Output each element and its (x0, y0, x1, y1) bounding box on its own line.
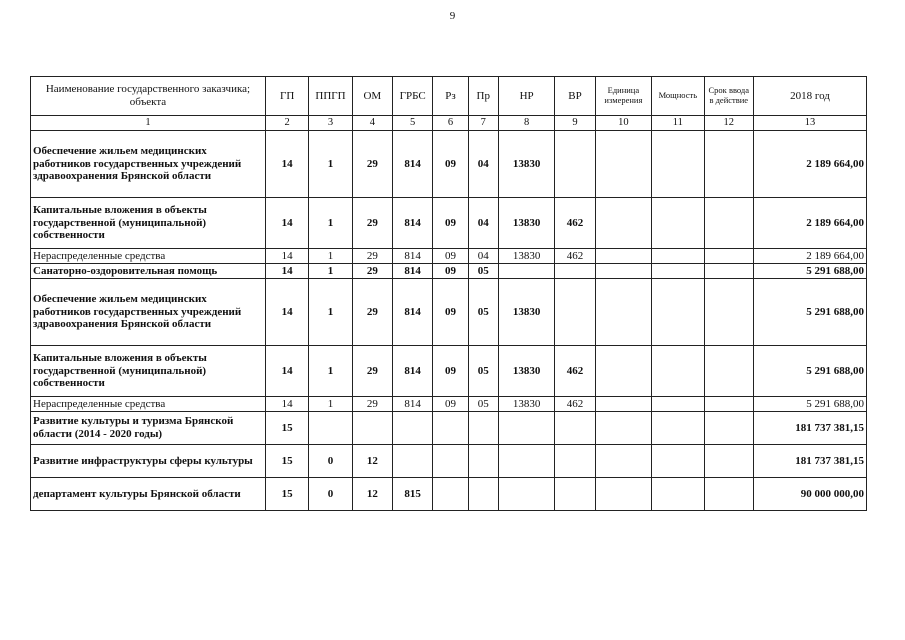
header-ppgp: ППГП (309, 77, 352, 116)
cell-pr: 04 (468, 198, 498, 249)
cell-term (704, 131, 753, 198)
col-number: 13 (753, 116, 866, 131)
cell-om (352, 412, 392, 445)
cell-vr (555, 478, 595, 511)
cell-om: 29 (352, 198, 392, 249)
header-unit: Единица измерения (595, 77, 651, 116)
row-name: Санаторно-оздоровительная помощь (31, 264, 266, 279)
cell-nr: 13830 (498, 397, 554, 412)
cell-ppgp: 0 (309, 445, 352, 478)
cell-power (652, 346, 704, 397)
cell-vr: 462 (555, 346, 595, 397)
cell-amount: 5 291 688,00 (753, 264, 866, 279)
cell-term (704, 445, 753, 478)
cell-pr: 04 (468, 131, 498, 198)
cell-nr: 13830 (498, 198, 554, 249)
row-name: Капитальные вложения в объекты государственной (муниципальной) собственности (31, 198, 266, 249)
cell-unit (595, 412, 651, 445)
cell-power (652, 478, 704, 511)
cell-unit (595, 445, 651, 478)
cell-pr: 05 (468, 346, 498, 397)
cell-om: 29 (352, 264, 392, 279)
header-rz: Рз (433, 77, 468, 116)
cell-nr (498, 445, 554, 478)
cell-power (652, 397, 704, 412)
cell-grbs: 814 (393, 249, 433, 264)
table-row (31, 198, 867, 249)
column-number-row (31, 116, 867, 131)
cell-vr: 462 (555, 249, 595, 264)
header-nr: НР (498, 77, 554, 116)
cell-grbs: 815 (393, 478, 433, 511)
cell-grbs: 814 (393, 131, 433, 198)
header-power: Мощность (652, 77, 704, 116)
row-name: Обеспечение жильем медицинских работников государственных учреждений здравоохранения Брянской области (31, 131, 266, 198)
cell-unit (595, 249, 651, 264)
cell-nr: 13830 (498, 279, 554, 346)
cell-ppgp: 1 (309, 198, 352, 249)
cell-pr: 05 (468, 264, 498, 279)
cell-ppgp: 1 (309, 249, 352, 264)
cell-term (704, 279, 753, 346)
cell-ppgp: 1 (309, 279, 352, 346)
cell-ppgp: 1 (309, 397, 352, 412)
cell-nr (498, 478, 554, 511)
cell-term (704, 198, 753, 249)
cell-grbs: 814 (393, 346, 433, 397)
header-name: Наименование государственного заказчика; объекта (31, 77, 266, 116)
cell-rz: 09 (433, 249, 468, 264)
table-row (31, 397, 867, 412)
cell-amount: 181 737 381,15 (753, 412, 866, 445)
row-name: Развитие инфраструктуры сферы культуры (31, 445, 266, 478)
cell-rz (433, 445, 468, 478)
cell-rz: 09 (433, 264, 468, 279)
header-row (31, 77, 867, 116)
col-number: 5 (393, 116, 433, 131)
cell-gp: 14 (265, 264, 308, 279)
row-name: Капитальные вложения в объекты государственной (муниципальной) собственности (31, 346, 266, 397)
cell-unit (595, 198, 651, 249)
header-vr: ВР (555, 77, 595, 116)
cell-unit (595, 264, 651, 279)
cell-ppgp: 1 (309, 131, 352, 198)
cell-nr (498, 264, 554, 279)
cell-vr (555, 131, 595, 198)
col-number: 1 (31, 116, 266, 131)
row-name: департамент культуры Брянской области (31, 478, 266, 511)
cell-nr (498, 412, 554, 445)
cell-om: 29 (352, 346, 392, 397)
cell-gp: 15 (265, 412, 308, 445)
col-number: 6 (433, 116, 468, 131)
cell-power (652, 279, 704, 346)
page-number: 9 (449, 10, 456, 22)
cell-rz: 09 (433, 346, 468, 397)
cell-unit (595, 279, 651, 346)
cell-amount: 2 189 664,00 (753, 249, 866, 264)
budget-table (30, 76, 867, 511)
cell-amount: 90 000 000,00 (753, 478, 866, 511)
cell-power (652, 445, 704, 478)
col-number: 10 (595, 116, 651, 131)
cell-rz: 09 (433, 131, 468, 198)
cell-ppgp: 1 (309, 346, 352, 397)
cell-power (652, 249, 704, 264)
cell-pr (468, 445, 498, 478)
cell-gp: 15 (265, 478, 308, 511)
cell-unit (595, 346, 651, 397)
cell-amount: 2 189 664,00 (753, 131, 866, 198)
cell-grbs: 814 (393, 279, 433, 346)
cell-om: 29 (352, 249, 392, 264)
table-row (31, 249, 867, 264)
cell-power (652, 131, 704, 198)
cell-om: 29 (352, 131, 392, 198)
cell-term (704, 397, 753, 412)
cell-rz: 09 (433, 279, 468, 346)
table-row (31, 445, 867, 478)
cell-vr: 462 (555, 198, 595, 249)
table-row (31, 131, 867, 198)
cell-ppgp: 0 (309, 478, 352, 511)
row-name: Нераспределенные средства (31, 249, 266, 264)
header-gp: ГП (265, 77, 308, 116)
cell-term (704, 478, 753, 511)
cell-grbs: 814 (393, 397, 433, 412)
cell-power (652, 412, 704, 445)
cell-nr: 13830 (498, 249, 554, 264)
cell-vr (555, 412, 595, 445)
cell-vr: 462 (555, 397, 595, 412)
cell-om: 29 (352, 279, 392, 346)
cell-term (704, 346, 753, 397)
cell-om: 12 (352, 478, 392, 511)
cell-term (704, 249, 753, 264)
cell-power (652, 198, 704, 249)
header-grbs: ГРБС (393, 77, 433, 116)
cell-gp: 14 (265, 131, 308, 198)
cell-ppgp: 1 (309, 264, 352, 279)
row-name: Обеспечение жильем медицинских работников государственных учреждений здравоохранения Брянской области (31, 279, 266, 346)
table-row (31, 412, 867, 445)
cell-grbs (393, 412, 433, 445)
cell-grbs (393, 445, 433, 478)
cell-unit (595, 131, 651, 198)
cell-power (652, 264, 704, 279)
cell-grbs: 814 (393, 198, 433, 249)
cell-amount: 2 189 664,00 (753, 198, 866, 249)
cell-pr: 04 (468, 249, 498, 264)
table-row (31, 346, 867, 397)
table-row (31, 279, 867, 346)
cell-amount: 5 291 688,00 (753, 397, 866, 412)
cell-grbs: 814 (393, 264, 433, 279)
col-number: 9 (555, 116, 595, 131)
cell-vr (555, 445, 595, 478)
cell-amount: 5 291 688,00 (753, 279, 866, 346)
cell-gp: 14 (265, 279, 308, 346)
row-name: Нераспределенные средства (31, 397, 266, 412)
cell-unit (595, 478, 651, 511)
row-name: Развитие культуры и туризма Брянской области (2014 - 2020 годы) (31, 412, 266, 445)
cell-rz: 09 (433, 198, 468, 249)
cell-rz: 09 (433, 397, 468, 412)
cell-pr: 05 (468, 397, 498, 412)
header-term: Срок ввода в действие (704, 77, 753, 116)
cell-vr (555, 264, 595, 279)
cell-term (704, 264, 753, 279)
col-number: 12 (704, 116, 753, 131)
table-row (31, 264, 867, 279)
cell-gp: 14 (265, 249, 308, 264)
col-number: 11 (652, 116, 704, 131)
cell-rz (433, 478, 468, 511)
header-pr: Пр (468, 77, 498, 116)
cell-nr: 13830 (498, 131, 554, 198)
cell-ppgp (309, 412, 352, 445)
cell-gp: 14 (265, 198, 308, 249)
header-om: ОМ (352, 77, 392, 116)
cell-gp: 14 (265, 346, 308, 397)
cell-rz (433, 412, 468, 445)
cell-pr (468, 412, 498, 445)
cell-amount: 181 737 381,15 (753, 445, 866, 478)
header-year: 2018 год (753, 77, 866, 116)
cell-om: 29 (352, 397, 392, 412)
cell-nr: 13830 (498, 346, 554, 397)
cell-vr (555, 279, 595, 346)
table-row (31, 478, 867, 511)
col-number: 7 (468, 116, 498, 131)
cell-gp: 14 (265, 397, 308, 412)
cell-pr: 05 (468, 279, 498, 346)
col-number: 8 (498, 116, 554, 131)
col-number: 3 (309, 116, 352, 131)
col-number: 4 (352, 116, 392, 131)
col-number: 2 (265, 116, 308, 131)
cell-term (704, 412, 753, 445)
cell-gp: 15 (265, 445, 308, 478)
cell-amount: 5 291 688,00 (753, 346, 866, 397)
cell-om: 12 (352, 445, 392, 478)
cell-pr (468, 478, 498, 511)
cell-unit (595, 397, 651, 412)
